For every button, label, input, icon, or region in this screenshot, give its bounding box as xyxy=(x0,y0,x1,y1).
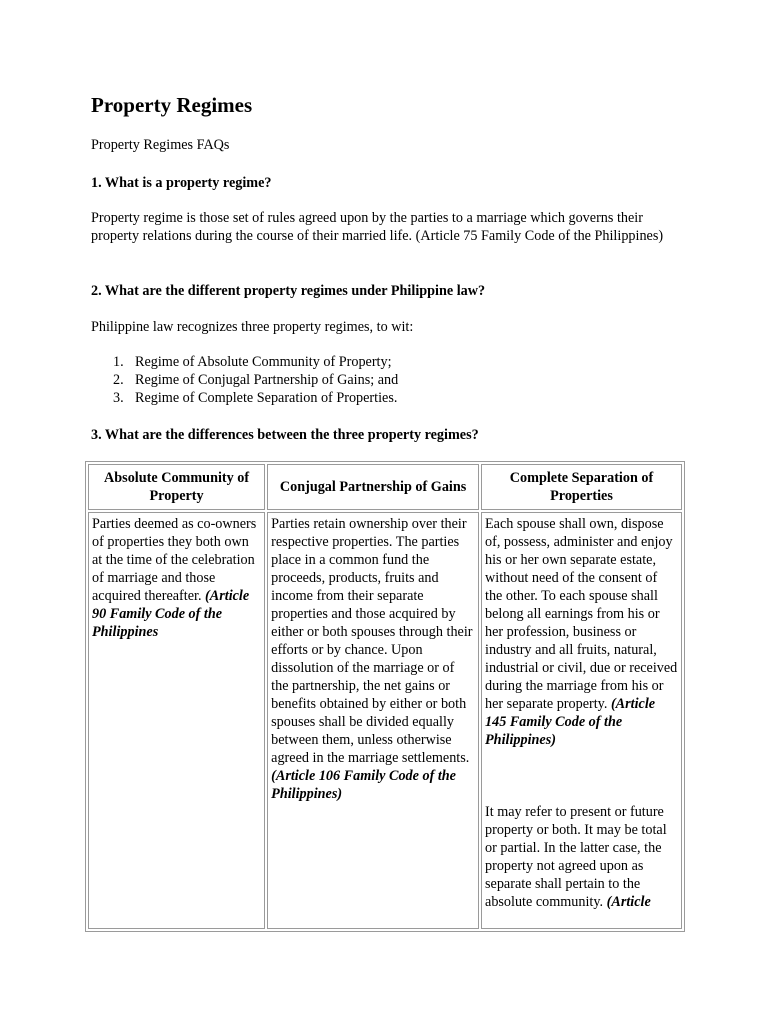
answer-1: Property regime is those set of rules agreed upon by the parties to a marriage which governs their property relations during the course of their married life. (Article 75 Family Code of the Philippines) xyxy=(91,210,664,244)
cell-citation: (Article 145 Family Code of the Philippines) xyxy=(485,696,656,748)
table-row xyxy=(88,512,682,929)
cell-text: Each spouse shall own, dispose of, possess, administer and enjoy his or her own separate estate, without need of the consent of the other. To each spouse shall belong all earnings from his or her profession, business or industry and all fruits, natural, industrial or civil, due or received during the marriage from his or her separate property. xyxy=(485,516,678,712)
comparison-table xyxy=(85,461,685,932)
cell-citation: (Article 106 Family Code of the Philippines) xyxy=(271,768,456,802)
question-3: 3. What are the differences between the three property regimes? xyxy=(91,427,479,443)
cell-citation: (Article xyxy=(606,894,651,910)
page-title: Property Regimes xyxy=(91,93,253,117)
cell-citation: (Article 90 Family Code of the Philippines xyxy=(92,588,250,640)
cell-text: It may refer to present or future property or both. It may be total or partial. In the latter case, the property not agreed upon as separate shall pertain to the absolute community. xyxy=(485,804,667,910)
list-item: 1. Regime of Absolute Community of Property; xyxy=(113,354,392,370)
table-header-conjugal-partnership: Conjugal Partnership of Gains xyxy=(267,464,479,510)
question-2: 2. What are the different property regimes under Philippine law? xyxy=(91,283,486,299)
cell-text: Parties deemed as co-owners of properties they both own at the time of the celebration of marriage and those acquired thereafter. xyxy=(92,516,257,604)
table-cell-complete-separation xyxy=(481,512,682,929)
faq-subtitle: Property Regimes FAQs xyxy=(91,137,230,153)
list-item: 3. Regime of Complete Separation of Properties. xyxy=(113,390,398,406)
list-item: 2. Regime of Conjugal Partnership of Gains; and xyxy=(113,372,399,388)
table-cell-conjugal-partnership xyxy=(267,512,479,929)
cell-text: Parties retain ownership over their respective properties. The parties place in a common fund the proceeds, products, fruits and income from their separate properties and those acquired by either or both spouses through their efforts or by chance. Upon dissolution of the marriage or of the partnership, the net gains or benefits obtained by either or both spouses shall be divided equally between them, unless otherwise agreed in the marriage settlements. xyxy=(271,516,473,766)
answer-2-intro: Philippine law recognizes three property regimes, to wit: xyxy=(91,319,414,335)
table-header-row xyxy=(88,464,682,510)
table-cell-absolute-community xyxy=(88,512,265,929)
table-header-complete-separation: Complete Separation of Properties xyxy=(481,464,682,510)
table-header-absolute-community: Absolute Community of Property xyxy=(88,464,265,510)
question-1: 1. What is a property regime? xyxy=(91,175,272,191)
regime-list xyxy=(91,353,398,407)
